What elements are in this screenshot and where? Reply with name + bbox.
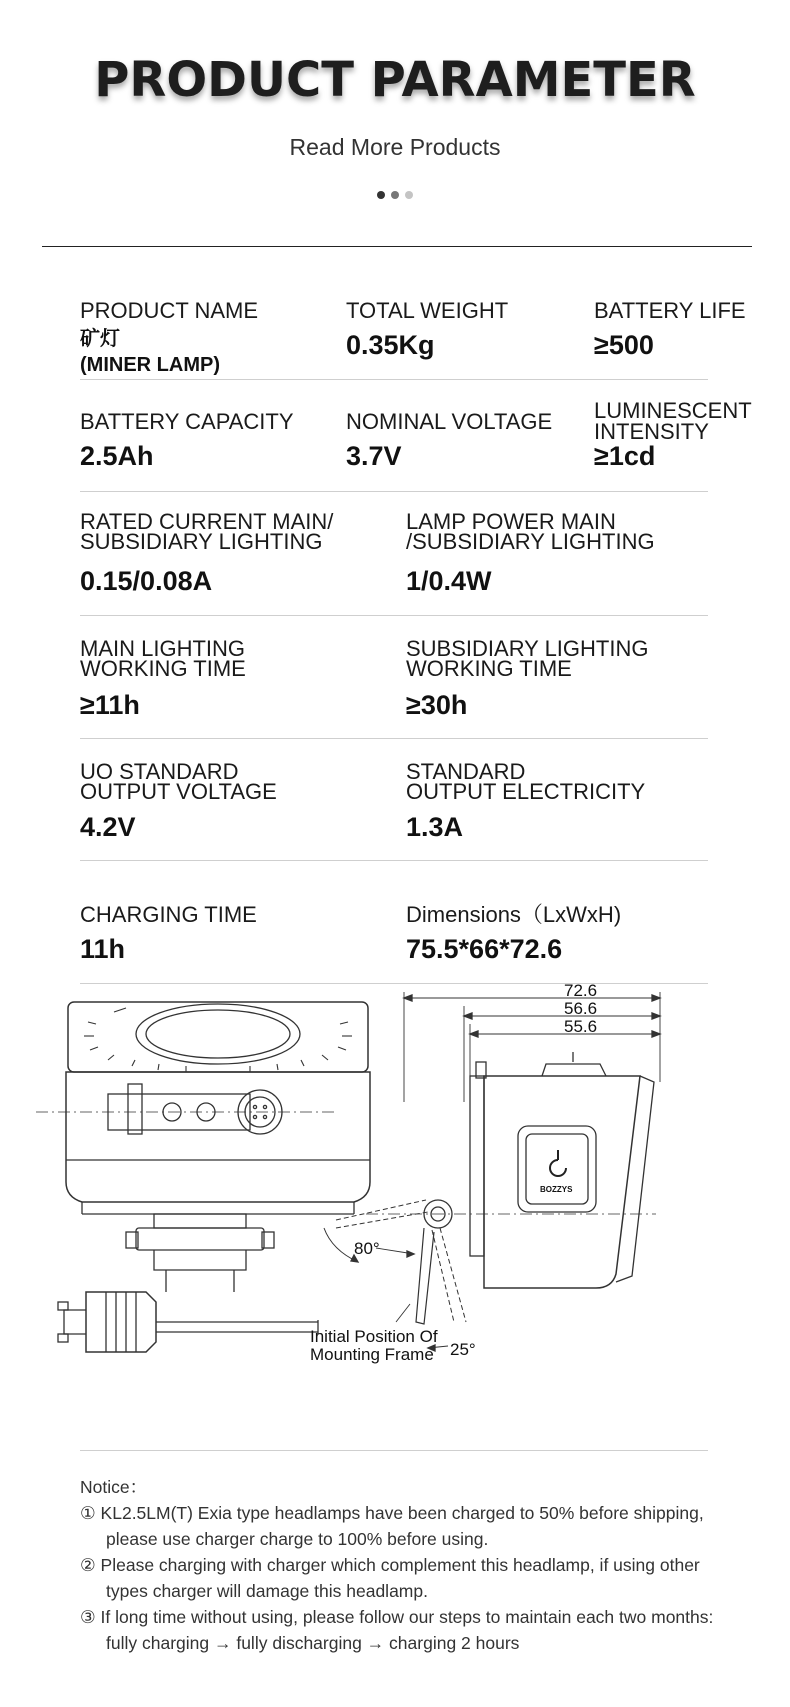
- product-name-value-cn: 矿灯: [80, 328, 120, 350]
- uo-standard-label-1: UO STANDARD: [80, 759, 239, 784]
- battery-life-value: ≥500: [594, 330, 654, 360]
- total-weight-value: 0.35Kg: [346, 330, 435, 360]
- subsidiary-working-time-label-2: WORKING TIME: [406, 656, 572, 681]
- carousel-dots: [0, 186, 790, 204]
- mounting-caption-2: Mounting Frame: [310, 1345, 434, 1364]
- dimensions-value: 75.5*66*72.6: [406, 934, 563, 964]
- dim-72-6: 72.6: [564, 981, 598, 1000]
- dim-56-6: 56.6: [564, 999, 598, 1018]
- charging-time-value: 11h: [80, 934, 126, 964]
- row-divider: [80, 491, 708, 492]
- row-divider: [80, 738, 708, 739]
- brand-logo-icon: [550, 1150, 566, 1176]
- angle-80: 80°: [354, 1239, 380, 1258]
- product-name-label: PRODUCT NAME: [80, 298, 259, 323]
- lamp-power-label-2: /SUBSIDIARY LIGHTING: [406, 529, 655, 554]
- standard-output-label-1: STANDARD: [406, 759, 526, 784]
- total-weight-label: TOTAL WEIGHT: [346, 298, 509, 323]
- notice-item-3: ③ If long time without using, please follow our steps to maintain each two months: fully charging → fully discharging → charging 2 hours: [80, 1607, 714, 1653]
- luminescent-label-1: LUMINESCENT: [594, 398, 752, 423]
- battery-capacity-value: 2.5Ah: [80, 441, 154, 471]
- standard-output-value: 1.3A: [406, 812, 464, 842]
- nominal-voltage-label: NOMINAL VOLTAGE: [346, 409, 553, 434]
- notice-item-1: ① KL2.5LM(T) Exia type headlamps have been charged to 50% before shipping, please use charger charge to 100% before using.: [80, 1503, 704, 1549]
- notice-item-2: ② Please charging with charger which complement this headlamp, if using other types charger will damage this headlamp.: [80, 1555, 700, 1601]
- rated-current-label-2: SUBSIDIARY LIGHTING: [80, 529, 323, 554]
- carousel-dot-1[interactable]: [377, 191, 385, 199]
- row-divider: [80, 983, 708, 984]
- row-divider: [80, 379, 708, 380]
- standard-output-label-2: OUTPUT ELECTRICITY: [406, 779, 646, 804]
- uo-standard-label-2: OUTPUT VOLTAGE: [80, 779, 277, 804]
- rated-current-label-1: RATED CURRENT MAIN/: [80, 509, 334, 534]
- subsidiary-working-time-label-1: SUBSIDIARY LIGHTING: [406, 636, 649, 661]
- main-working-time-label-1: MAIN LIGHTING: [80, 636, 246, 661]
- dimensions-label: Dimensions（LxWxH): [406, 902, 622, 927]
- front-view: [36, 1002, 370, 1352]
- mounting-caption-1: Initial Position Of: [310, 1327, 438, 1346]
- subsidiary-working-time-value: ≥30h: [406, 690, 468, 720]
- product-name-value-en: (MINER LAMP): [80, 354, 220, 376]
- carousel-dot-2[interactable]: [391, 191, 399, 199]
- lamp-power-value: 1/0.4W: [406, 566, 492, 596]
- side-view: [324, 992, 660, 1351]
- main-working-time-value: ≥11h: [80, 690, 140, 720]
- row-divider: [80, 860, 708, 861]
- lamp-power-label-1: LAMP POWER MAIN: [406, 509, 616, 534]
- uo-standard-value: 4.2V: [80, 812, 136, 842]
- notice-heading: Notice：: [80, 1477, 148, 1497]
- rated-current-value: 0.15/0.08A: [80, 566, 213, 596]
- technical-drawing: [36, 981, 736, 1442]
- notice-section: [80, 1474, 720, 1656]
- battery-life-label: BATTERY LIFE: [594, 298, 746, 323]
- dim-55-6: 55.6: [564, 1017, 598, 1036]
- luminescent-label-2: INTENSITY: [594, 419, 709, 444]
- charging-time-label: CHARGING TIME: [80, 902, 257, 927]
- main-working-time-label-2: WORKING TIME: [80, 656, 246, 681]
- carousel-dot-3[interactable]: [405, 191, 413, 199]
- read-more-link[interactable]: Read More Products: [289, 134, 501, 160]
- row-divider: [80, 1450, 708, 1451]
- row-divider: [80, 615, 708, 616]
- brand-logo-text: BOZZYS: [540, 1185, 573, 1194]
- battery-capacity-label: BATTERY CAPACITY: [80, 409, 294, 434]
- page-title: PRODUCT PARAMETER: [94, 52, 696, 108]
- header-divider: [42, 246, 752, 247]
- luminescent-value: ≥1cd: [594, 441, 656, 471]
- nominal-voltage-value: 3.7V: [346, 441, 402, 471]
- angle-25: 25°: [450, 1340, 476, 1359]
